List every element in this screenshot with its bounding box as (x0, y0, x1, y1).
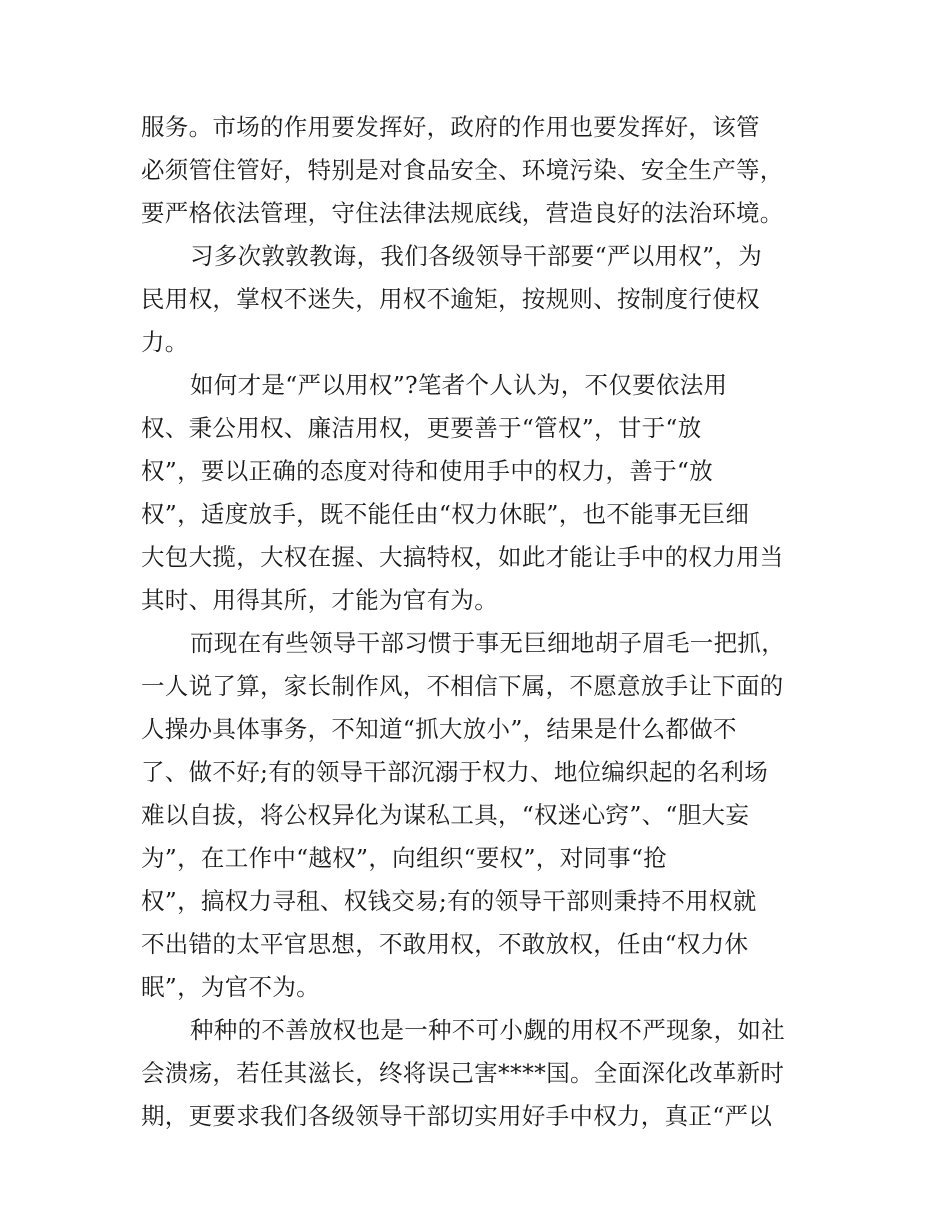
text-line: 大包大揽，大权在握、大搞特权，如此才能让手中的权力用当 (141, 543, 784, 571)
text-line: 难以自拔，将公权异化为谋私工具，“权迷心窍”、“胆大妄 (141, 801, 750, 829)
text-line: 服务。市场的作用要发挥好，政府的作用也要发挥好，该管 (141, 113, 760, 141)
text-line: 眠”，为官不为。 (141, 973, 320, 1001)
text-line: 了、做不好;有的领导干部沉溺于权力、地位编织起的名利场 (141, 758, 769, 786)
text-line: 期，更要求我们各级领导干部切实用好手中权力，真正“严以 (141, 1102, 773, 1130)
text-line: 必须管住管好，特别是对食品安全、环境污染、安全生产等， (141, 156, 784, 184)
paragraph-first-line: 如何才是“严以用权”?笔者个人认为，不仅要依法用 (190, 371, 728, 399)
text-line: 会溃疡，若任其滋长，终将误己害****国。全面深化改革新时 (141, 1059, 785, 1087)
text-line: 权”，要以正确的态度对待和使用手中的权力，善于“放 (141, 457, 714, 485)
text-line: 人操办具体事务，不知道“抓大放小”，结果是什么都做不 (141, 715, 737, 743)
text-line: 一人说了算，家长制作风，不相信下属，不愿意放手让下面的 (141, 672, 784, 700)
text-line: 权、秉公用权、廉洁用权，更要善于“管权”，甘于“放 (141, 414, 702, 442)
paragraph-first-line: 习多次敦敦教诲，我们各级领导干部要“严以用权”，为 (190, 242, 763, 270)
paragraph-first-line: 而现在有些领导干部习惯于事无巨细地胡子眉毛一把抓， (190, 629, 785, 657)
text-line: 要严格依法管理，守住法律法规底线，营造良好的法治环境。 (141, 199, 784, 227)
text-line: 其时、用得其所，才能为官有为。 (141, 586, 498, 614)
text-line: 不出错的太平官思想，不敢用权，不敢放权，任由“权力休 (141, 930, 749, 958)
text-line: 力。 (141, 328, 189, 356)
text-line: 权”，搞权力寻租、权钱交易;有的领导干部则秉持不用权就 (141, 887, 757, 915)
text-line: 民用权，掌权不迷失，用权不逾矩，按规则、按制度行使权 (141, 285, 760, 313)
paragraph-first-line: 种种的不善放权也是一种不可小觑的用权不严现象，如社 (190, 1016, 785, 1044)
text-line: 为”，在工作中“越权”，向组织“要权”，对同事“抢 (141, 844, 668, 872)
text-line: 权”，适度放手，既不能任由“权力休眠”，也不能事无巨细 (141, 500, 750, 528)
